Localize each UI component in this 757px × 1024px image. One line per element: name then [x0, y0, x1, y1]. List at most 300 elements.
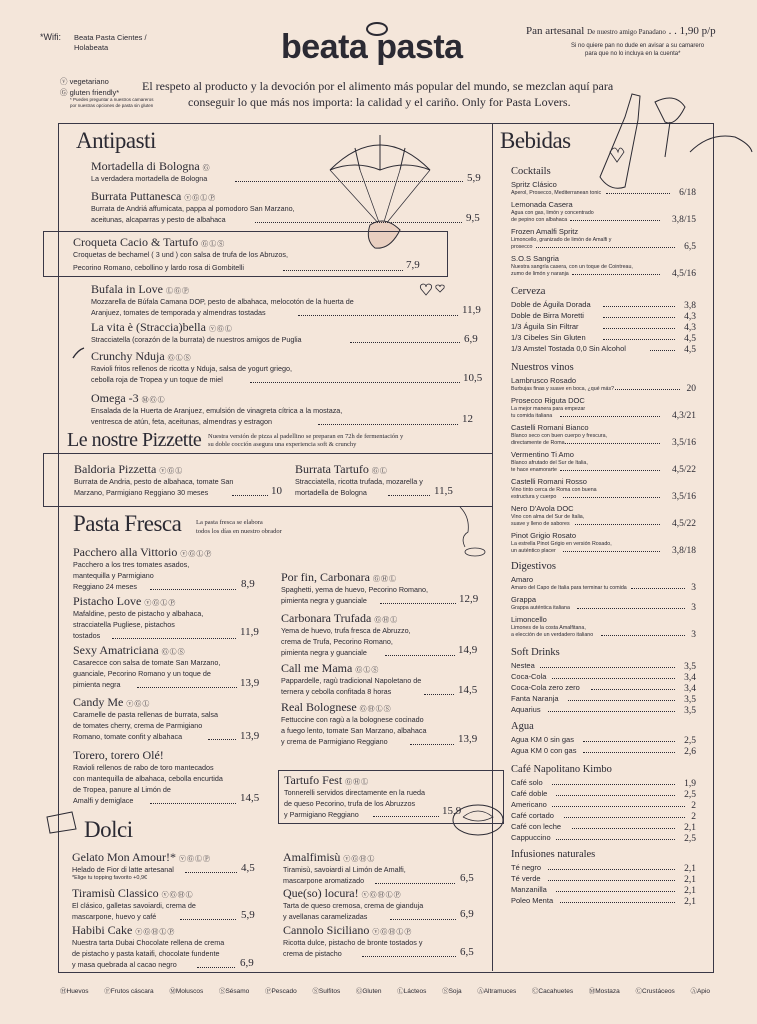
dish-desc: Pacchero a los tres tomates asados, [73, 560, 190, 569]
leader-dots [232, 495, 268, 496]
drink-price: 2,6 [684, 747, 696, 757]
chili-icon [70, 346, 86, 362]
drink-price: 6,5 [684, 242, 696, 252]
drink-name: Limoncello [511, 615, 547, 624]
drink-item [511, 375, 696, 393]
drink-section-title: Cocktails [511, 166, 551, 177]
leader-dots [591, 689, 675, 690]
drink-item [511, 734, 696, 745]
dish-desc: mortadella de Bologna [295, 488, 367, 497]
dish-desc: Tarta de queso cremosa, crema de gianduja [283, 901, 424, 910]
drink-name: Cappuccino [511, 833, 551, 842]
leader-dots [650, 350, 675, 351]
leader-dots [560, 470, 660, 471]
allergen-icons: ⒼⓁⓈ [167, 354, 192, 362]
dish-desc: Yema de huevo, trufa fresca de Abruzzo, [281, 626, 411, 635]
drink-desc: Vino tinto cerca de Roma con buena [511, 487, 597, 493]
dish-desc: Pappardelle, ragù tradicional Napoletano de [281, 676, 422, 685]
dish-desc: mascarpone, huevo y café [72, 912, 157, 921]
drink-item [511, 895, 696, 906]
dish-desc: Spaghetti, yema de huevo, Pecorino Romano, [281, 585, 429, 594]
drink-price: 3,5/16 [671, 492, 696, 502]
dish-price: 6,5 [460, 872, 474, 884]
dish-desc: a fuego lento, tomate San Marzano, albahaca [281, 726, 427, 735]
pasta-wheel-icon [448, 795, 508, 840]
parachute-pasta-icon [325, 130, 440, 270]
leader-dots [536, 247, 675, 248]
drink-item [511, 449, 696, 474]
logo-ring-icon [366, 22, 388, 36]
allergen-icons: ⓥⒼⒽⓁⓅ [372, 928, 413, 936]
drink-item [511, 332, 696, 343]
drink-item [511, 862, 696, 873]
drink-price: 3 [691, 603, 696, 613]
leader-dots [208, 739, 236, 740]
drink-price: 4,5 [684, 345, 696, 355]
dish-name: Tartufo Fest ⒼⒽⓁ [284, 773, 370, 787]
drink-price: 2,1 [684, 875, 696, 885]
drink-item [511, 745, 696, 756]
dish-desc: Stracciatella, ricotta trufada, mozarella y [295, 477, 423, 486]
dish-price: 6,9 [460, 908, 474, 920]
drink-price: 3 [691, 583, 696, 593]
leader-dots [572, 274, 660, 275]
dish-price: 10,5 [463, 372, 483, 384]
dish-desc: pimienta negra y guanciale [281, 596, 367, 605]
drink-desc: Blanco afrutado del Sur de Italia, [511, 460, 588, 466]
dish-desc: guanciale, Pecorino Romano y un toque de [73, 669, 211, 678]
dish-desc: pimienta negra y guanciale [281, 648, 367, 657]
drink-name: Café solo [511, 778, 543, 787]
drink-item [511, 873, 696, 884]
dish-name: Sexy Amatriciana ⒼⓁⓈ [73, 643, 186, 657]
dish-desc: con mantequilla de albahaca, cebolla encurtida [73, 774, 223, 783]
leader-dots [556, 795, 675, 796]
drink-name: Café con leche [511, 822, 562, 831]
dish-desc: mantequilla y Parmigiano [73, 571, 154, 580]
drink-name: Lemonada Casera [511, 200, 573, 209]
leader-dots [552, 678, 675, 679]
allergen-icons: ⒼⒽⓁ [374, 616, 399, 624]
drink-name: Café cortado [511, 811, 554, 820]
drink-section-title: Nuestros vinos [511, 362, 574, 373]
dish-price: 11,9 [462, 304, 481, 316]
leader-dots [577, 608, 685, 609]
drink-desc: tu comida italiana [511, 413, 553, 419]
allergen-icons: ⒼⒽⓁ [372, 575, 397, 583]
dish-desc: ventresca de atún, feta, aceitunas, almendras y estragon [91, 417, 272, 426]
dish-desc: stracciatella Pugliese, pistachos [73, 620, 175, 629]
allergen-icons: ⓥⒼⒽⓁⓅ [361, 891, 402, 899]
drink-desc: Grappa auténtica italiana [511, 605, 570, 611]
leader-dots [583, 752, 675, 753]
allergen-icons: ⒼⒽⓁ [345, 778, 370, 786]
dish-price: 13,9 [240, 730, 260, 742]
dish-desc: ternera y cebolla confitada 8 horas [281, 687, 392, 696]
allergen-gluten-icon: ⒼGluten [355, 988, 382, 995]
dish-price: 4,5 [241, 862, 255, 874]
dish-name: Burrata Tartufo ⒼⓁ [295, 462, 388, 476]
dish-desc: Tonnerelli servidos directamente en la rueda [284, 788, 426, 797]
drink-name: Prosecco Riguta DOC [511, 396, 585, 405]
dish-desc: mascarpone aromatizado [283, 876, 365, 885]
drink-desc: suave y lleno de sabores [511, 521, 570, 527]
leader-dots [631, 588, 685, 589]
drink-price: 3,4 [684, 673, 696, 683]
drink-price: 4,5/22 [671, 465, 696, 475]
leader-dots [250, 382, 460, 383]
allergen-sulfitos-icon: ⓈSulfitos [312, 988, 341, 995]
drink-price: 1,9 [684, 779, 696, 789]
leader-dots [583, 741, 675, 742]
leader-dots [255, 222, 462, 223]
leader-dots [424, 694, 454, 695]
drink-item [511, 299, 696, 310]
drink-desc: te hace enamorarte [511, 467, 557, 473]
tagline-1: El respeto al producto y la devoción por el alimento más popular del mundo, se mezclan aquí para [142, 79, 614, 93]
leader-dots [410, 744, 454, 745]
dish-price: 6,9 [240, 957, 254, 969]
leader-dots [390, 919, 456, 920]
leader-dots [150, 589, 236, 590]
leader-dots [563, 551, 660, 552]
allergen-crust-ceos-icon: ⒸCrustáceos [635, 988, 675, 995]
allergen-icons: ⓥⒼⓁⓅ [184, 194, 217, 202]
drink-price: 3,5 [684, 706, 696, 716]
dish-desc: Casarecce con salsa de tomate San Marzano, [73, 658, 221, 667]
legend-veg [60, 76, 109, 87]
drink-desc: La mejor manera para empezar [511, 406, 586, 412]
drink-name: Amaro [511, 575, 534, 584]
leader-dots [235, 181, 463, 182]
leader-dots [548, 711, 675, 712]
leader-dots [385, 655, 455, 656]
drink-desc: Vino con alma del Sur de Italia, [511, 514, 585, 520]
dish-price: 11,5 [434, 485, 453, 497]
leader-dots [606, 193, 670, 194]
drink-item [511, 777, 696, 788]
bread-detail: De nuestro amigo Panadano [587, 28, 666, 36]
drink-name: Agua KM 0 sin gas [511, 735, 574, 744]
dish-price: 11,9 [240, 626, 259, 638]
bebidas-title: Bebidas [500, 128, 571, 153]
drink-desc: estructura y cuerpo [511, 494, 557, 500]
dish-desc: tostados [73, 631, 101, 640]
dish-desc: Reggiano 24 meses [73, 582, 137, 591]
drink-desc: prosecco [511, 244, 533, 250]
allergen-icons: ⓥⒼⓁ [126, 700, 151, 708]
drink-price: 3,5 [684, 662, 696, 672]
drink-name: Aquarius [511, 705, 541, 714]
leader-dots [560, 416, 660, 417]
drink-item [511, 704, 696, 715]
drink-item [511, 660, 696, 671]
drink-price: 2,1 [684, 886, 696, 896]
drink-item [511, 821, 696, 832]
leader-dots [572, 828, 675, 829]
drink-item [511, 832, 696, 843]
allergen-moluscos-icon: ⓂMoluscos [169, 988, 204, 995]
drink-price: 4,5 [684, 334, 696, 344]
dish-name: Cannolo Siciliano ⓥⒼⒽⓁⓅ [283, 923, 413, 937]
dish-desc: El clásico, galletas savoiardi, crema de [72, 901, 196, 910]
drink-price: 4,5/22 [671, 519, 696, 529]
dish-desc: Nuestra tarta Dubai Chocolate rellena de crema [72, 938, 225, 947]
dish-desc: de Tropea, panure al Limón de [73, 785, 171, 794]
drink-item [511, 476, 696, 501]
leader-dots [570, 220, 660, 221]
drink-desc: La estrella Pinot Grigio en versión Rosado, [511, 541, 612, 547]
drink-price: 3,4 [684, 684, 696, 694]
dish-desc: Romano, tomate confit y albahaca [73, 732, 183, 741]
drink-price: 4,5/16 [671, 269, 696, 279]
dish-desc: crema de pistacho [283, 949, 342, 958]
dish-desc: Aranjuez, tomates de temporada y almendras tostadas [91, 308, 266, 317]
drink-desc: un auténtico placer [511, 548, 556, 554]
allergen-icons: ⒼⓁ [371, 467, 388, 475]
dish-price: 14,9 [458, 644, 478, 656]
bread-label: Pan artesanal [526, 25, 585, 37]
allergen-icons: ⓥⒼⓁⓅ [144, 599, 177, 607]
drink-section-title: Cerveza [511, 286, 546, 297]
dish-price: 13,9 [240, 677, 260, 689]
allergen-icons: ⓥⒼⒽⓁ [161, 891, 194, 899]
allergen-icons: ⒼⒽⓁⓈ [359, 705, 392, 713]
drink-price: 2,5 [684, 834, 696, 844]
leader-dots [603, 328, 675, 329]
logo: beata pasta [281, 28, 463, 66]
drink-price: 3,8 [684, 301, 696, 311]
dish-desc: de tomates cherry, crema de Parmigiano [73, 721, 203, 730]
pasta-title: Pasta Fresca [73, 511, 182, 536]
column-divider [492, 123, 493, 971]
dish-name: Tiramisù Classico ⓥⒼⒽⓁ [72, 886, 194, 900]
leader-dots [560, 902, 675, 903]
drink-name: 1/3 Cibeles Sin Gluten [511, 333, 586, 342]
allergen-icons: ⓥⒼⓁ [159, 467, 184, 475]
drink-price: 4,3 [684, 323, 696, 333]
drink-section-title: Agua [511, 721, 534, 732]
dish-price: 5,9 [241, 909, 255, 921]
dish-desc: *Elige tu topping favorito +0,9€ [72, 875, 148, 881]
gluten-note1: * Puedes preguntar a nuestros camareros [70, 97, 154, 102]
dish-desc: Ricotta dulce, pistacho de bronte tostados y [283, 938, 423, 947]
drink-price: 2,1 [684, 864, 696, 874]
dish-name: Omega -3 ⓂⒼⓁ [91, 391, 166, 405]
dish-price: 8,9 [241, 578, 255, 590]
allergen-s-samo-icon: ⓈSésamo [218, 988, 250, 995]
pizzette-title: Le nostre Pizzette [67, 429, 202, 451]
dish-price: 6,5 [460, 946, 474, 958]
drink-section-title: Infusiones naturales [511, 849, 596, 860]
drink-desc: directamente de Roma [511, 440, 565, 446]
allergen-legend [60, 986, 710, 995]
dish-desc: Helado de Fior di latte artesanal [72, 865, 174, 874]
drink-name: Té negro [511, 863, 542, 872]
drink-name: Doble de Águila Dorada [511, 300, 591, 309]
drink-desc: Nuestra sangría casera, con un toque de Cointreau, [511, 264, 633, 270]
dish-desc: Marzano, Parmigiano Reggiano 30 meses [74, 488, 209, 497]
drink-name: Grappa [511, 595, 537, 604]
drink-item [511, 799, 696, 810]
drink-price: 20 [686, 384, 696, 394]
dish-price: 15,9 [442, 805, 462, 817]
leader-dots [298, 315, 458, 316]
drink-item [511, 226, 696, 251]
drink-name: Té verde [511, 874, 541, 883]
allergen-huevos-icon: ⒽHuevos [60, 988, 89, 995]
dish-desc: Stracciatella (corazón de la burrata) de nuestros amigos de Puglia [91, 335, 302, 344]
dish-desc: Burrata de Andriá affumicata, pappa al pomodoro San Marzano, [91, 204, 295, 213]
leader-dots [197, 967, 235, 968]
allergen-icons: ⓥⒼⒽⓁ [343, 855, 376, 863]
drink-section-title: Soft Drinks [511, 647, 560, 658]
leader-dots [388, 495, 430, 496]
dish-name: Pistacho Love ⓥⒼⓁⓅ [73, 594, 177, 608]
leader-dots [552, 784, 675, 785]
dish-desc: Mafaldine, pesto de pistacho y albahaca, [73, 609, 204, 618]
pizzette-note2: su doble cocción asegura una experiencia soft & crunchy [208, 441, 357, 448]
hearts-icon [418, 280, 448, 300]
dish-desc: Croquetas de bechamel ( 3 und ) con salsa de trufa de los Abruzos, [73, 250, 288, 259]
dish-desc: Caramelle de pasta rellenas de burrata, salsa [73, 710, 219, 719]
dish-desc: Amalfi y demiglace [73, 796, 134, 805]
drink-desc: a elección de un verdadero italiano [511, 632, 594, 638]
allergen-icons: Ⓖ [202, 164, 211, 172]
dish-name: Habibi Cake ⓥⒼⒽⓁⓅ [72, 923, 176, 937]
dish-desc: Pecorino Romano, cebollino y lardo rosa di Gombitelli [73, 263, 244, 272]
drink-name: S.O.S Sangria [511, 254, 559, 263]
drink-desc: Aperol, Prosecco, Mediterranean tonic [511, 190, 602, 196]
dish-desc: Ensalada de la Huerta de Aranjuez, emulsión de vinagreta cítrica a la mostaza, [91, 406, 343, 415]
allergen-apio-icon: ⒶApio [690, 988, 710, 995]
allergen-icons: ⓁⒼⓅ [165, 287, 190, 295]
drink-item [511, 321, 696, 332]
dish-name: Mortadella di Bologna Ⓖ [91, 159, 211, 173]
allergen-frutos-c-scara-icon: ⒻFrutos cáscara [104, 988, 154, 995]
bread-note1: Si no quiere pan no dude en avisar a su camarero [571, 43, 705, 49]
drink-name: Nestea [511, 661, 535, 670]
drink-price: 3,8/15 [671, 215, 696, 225]
dish-price: 9,5 [466, 212, 480, 224]
dish-desc: aceitunas, alcaparras y pesto de albahaca [91, 215, 226, 224]
drink-item [511, 395, 696, 420]
dish-desc: de queso Pecorino, trufa de los Abruzzos [284, 799, 416, 808]
drink-name: Lambrusco Rosado [511, 376, 577, 385]
dish-name: Pacchero alla Vittorio ⓥⒼⓁⓅ [73, 545, 213, 559]
tagline-2: conseguir lo que más nos importa: la calidad y el cariño. Only for Pasta Lovers. [188, 95, 571, 109]
leader-dots [185, 872, 237, 873]
dish-desc: La verdadera mortadella de Bologna [91, 174, 208, 183]
drink-name: Doble de Birra Moretti [511, 311, 584, 320]
leader-dots [375, 883, 455, 884]
drink-item [511, 574, 696, 592]
drink-item [511, 594, 696, 612]
drink-price: 3,8/18 [671, 546, 696, 556]
leader-dots [556, 839, 675, 840]
drink-price: 2,5 [684, 736, 696, 746]
drink-item [511, 179, 696, 197]
drink-desc: Burbujas finas y suave en boca, ¿qué más? [511, 386, 615, 392]
drink-name: 1/3 Amstel Tostada 0,0 Sin Alcohol [511, 344, 626, 353]
dish-price: 13,9 [458, 733, 478, 745]
bread-price: 1,90 p/p [679, 25, 716, 37]
drink-name: Manzanilla [511, 885, 547, 894]
bread-note2: para que no lo incluya en la cuenta* [585, 51, 681, 57]
dish-name: La vita è (Straccia)bella ⓥⒼⓁ [91, 320, 233, 334]
dish-desc: Burrata de Andria, pesto de albahaca, tomate San [74, 477, 234, 486]
gluten-friendly-icon: Ⓖ [60, 88, 68, 97]
leader-dots [548, 880, 675, 881]
allergen-mostaza-icon: ⓂMostaza [588, 988, 620, 995]
leader-dots [603, 306, 675, 307]
drink-desc: Limoncello, granizado de limón de Amalfi y [511, 237, 612, 243]
veg-label: vegetariano [69, 77, 109, 86]
dish-desc: Fettuccine con ragù a la bolognese cocinado [281, 715, 424, 724]
dish-name: Baldoria Pizzetta ⓥⒼⓁ [74, 462, 184, 476]
leader-dots [556, 891, 675, 892]
drink-item [511, 310, 696, 321]
dish-name: Amalfimisù ⓥⒼⒽⓁ [283, 850, 376, 864]
drink-item [511, 422, 696, 447]
allergen-icons: ⓥⒼⓁ [208, 325, 233, 333]
leader-dots [615, 389, 680, 390]
drinks-list [511, 166, 696, 906]
wifi-value: Beata Pasta Cientes / Holabeata [74, 33, 147, 52]
drink-price: 6/18 [679, 188, 696, 198]
drink-name: Café doble [511, 789, 548, 798]
pasta-chef-icon [450, 502, 490, 562]
dish-desc: de pistacho y pasta kataifi, chocolate fundente [72, 949, 220, 958]
dish-name: Burrata Puttanesca ⓥⒼⓁⓅ [91, 189, 217, 203]
wifi-label: *Wifi: [40, 32, 61, 42]
dish-name: Candy Me ⓥⒼⓁ [73, 695, 151, 709]
dish-price: 14,5 [458, 684, 478, 696]
dish-desc: y masa quebrada al cacao negro [72, 960, 177, 969]
leader-dots [150, 803, 236, 804]
dish-desc: cebolla roja de Tropea y un toque de miel [91, 375, 223, 384]
dish-price: 12 [462, 413, 473, 425]
leader-dots [548, 869, 675, 870]
leader-dots [350, 342, 460, 343]
dish-desc: Ravioli fritos rellenos de ricotta y Nduja, salsa de yogurt griego, [91, 364, 292, 373]
leader-dots [575, 524, 660, 525]
allergen-icons: ⒼⓁⓈ [355, 666, 380, 674]
drink-name: Americano [511, 800, 547, 809]
drink-price: 4,3/21 [671, 411, 696, 421]
pasta-note1: La pasta fresca se elabora [196, 519, 263, 526]
drink-desc: Agua con gas, limón y concentrado [511, 210, 594, 216]
leader-dots [603, 317, 675, 318]
drink-desc: zumo de limón y naranja [511, 271, 569, 277]
leader-dots [563, 497, 660, 498]
drink-name: Poleo Menta [511, 896, 554, 905]
drink-section-title: Digestivos [511, 561, 556, 572]
dish-price: 12,9 [459, 593, 479, 605]
allergen-icons: ⓥⒼⓁⓅ [180, 550, 213, 558]
drink-item [511, 693, 696, 704]
drink-price: 2,5 [684, 790, 696, 800]
dish-price: 7,9 [406, 259, 420, 271]
dish-desc: Mozzarella de Búfala Camana DOP, pesto de albahaca, melocotón de la huerta de [91, 297, 354, 306]
dish-desc: y Parmigiano Reggiano [284, 810, 359, 819]
leader-dots [180, 919, 236, 920]
allergen-pescado-icon: ⓅPescado [264, 988, 297, 995]
leader-dots [373, 816, 439, 817]
drink-price: 3,5/16 [671, 438, 696, 448]
drink-price: 2 [691, 801, 696, 811]
drink-name: Spritz Clásico [511, 180, 557, 189]
